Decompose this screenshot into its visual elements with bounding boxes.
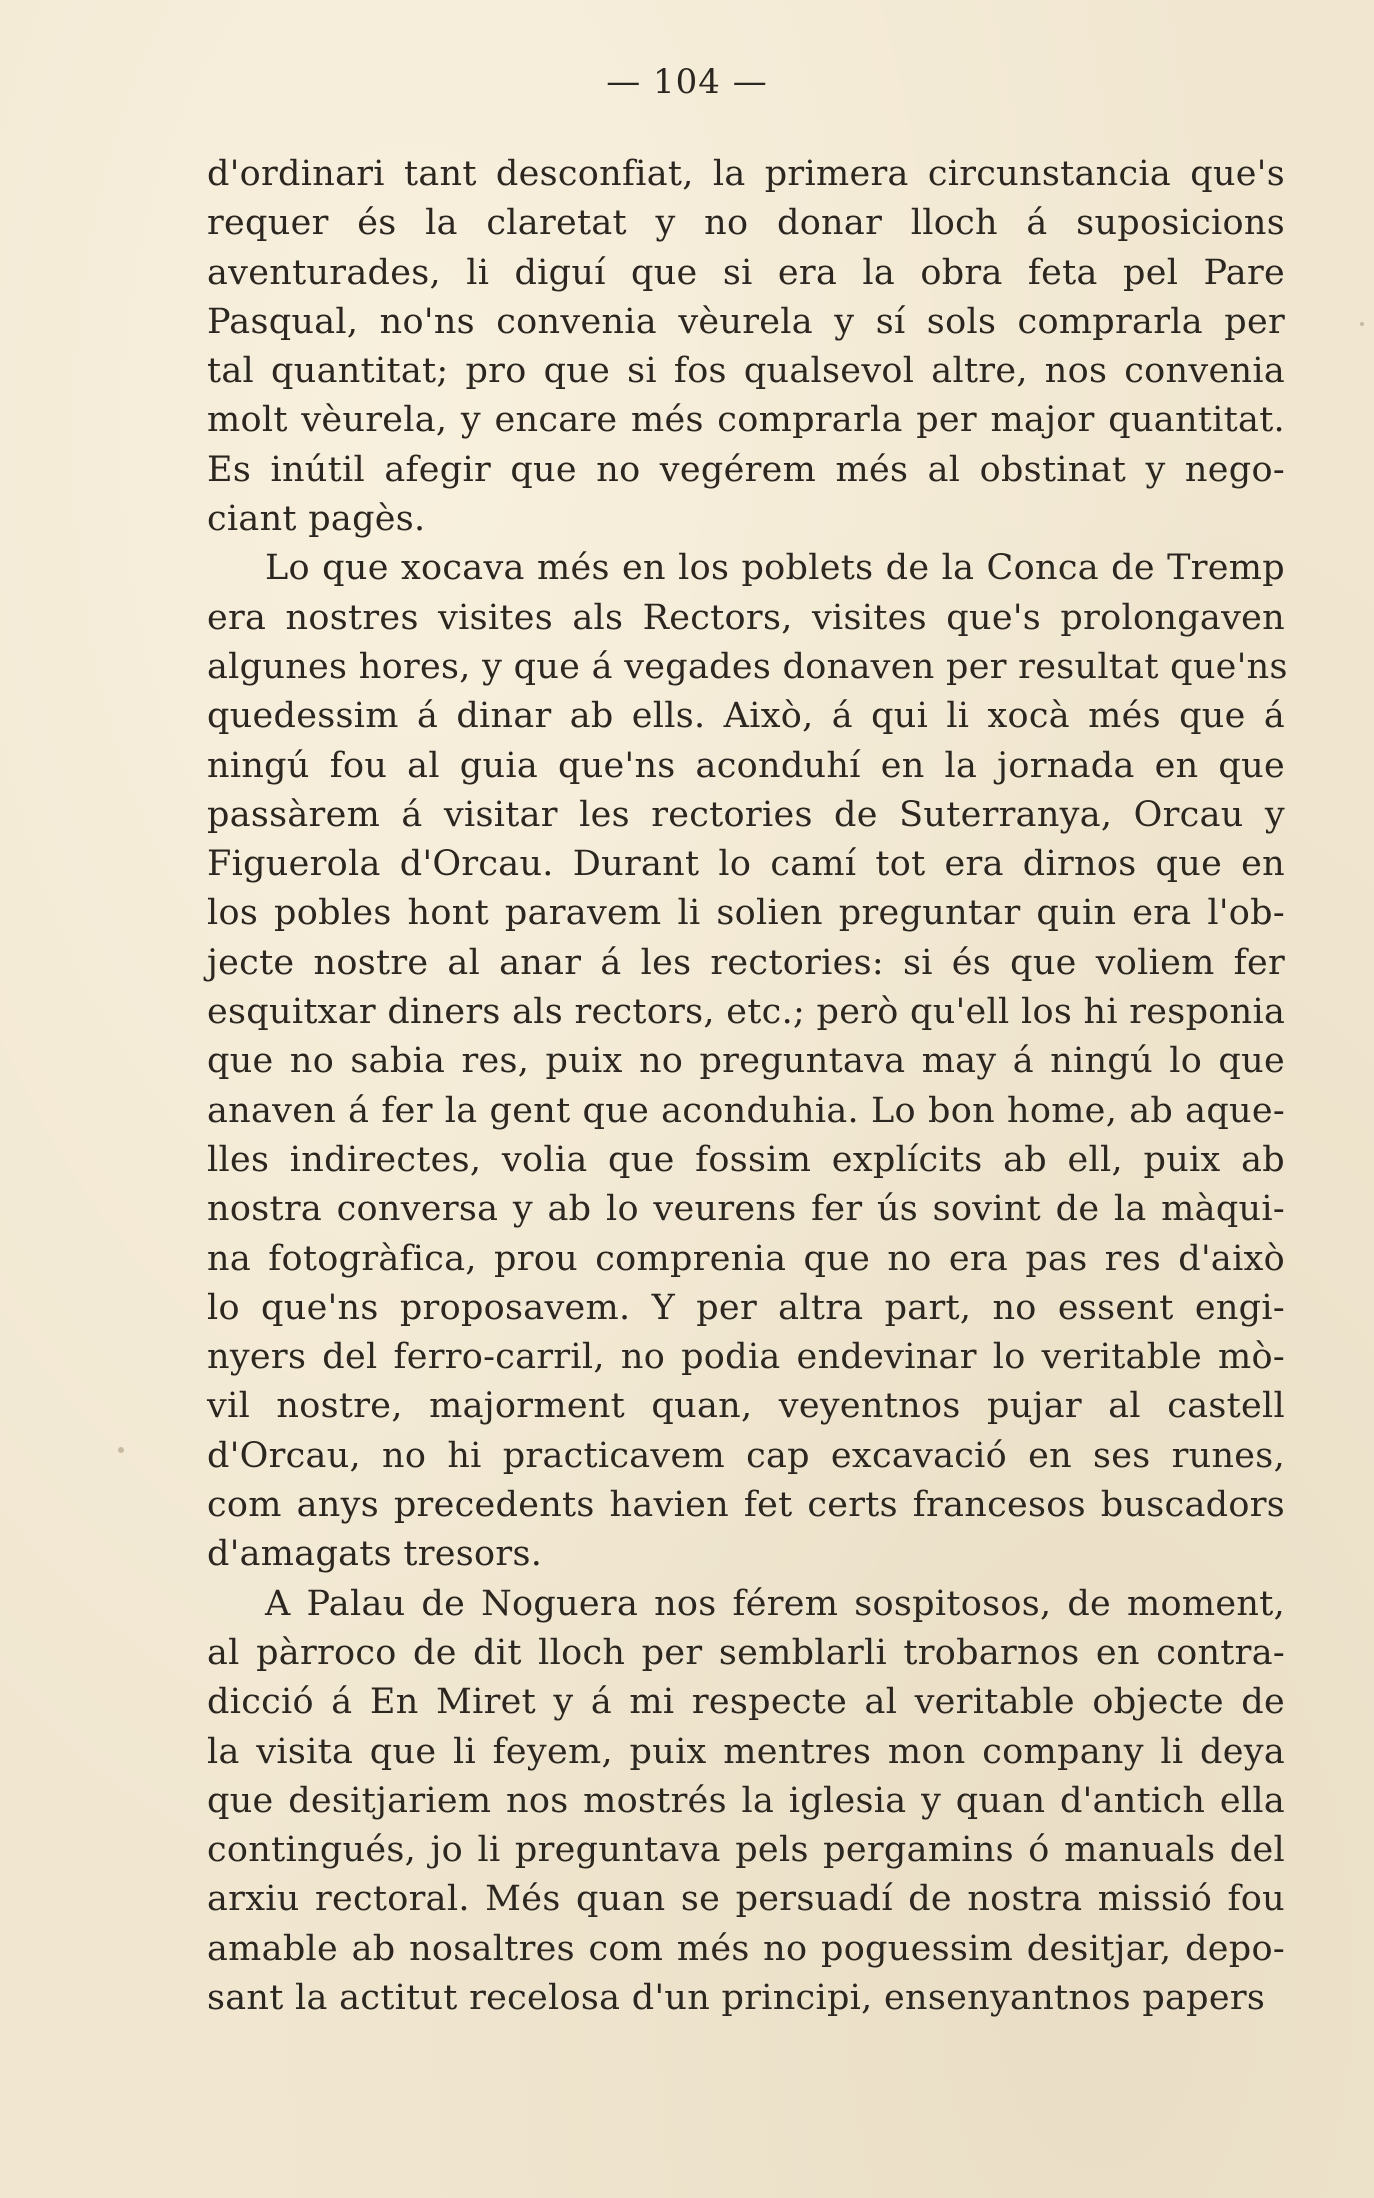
paragraphs [207,150,1288,2023]
text-line: quedessim á dinar ab ells. Això, á qui li xocà més que á [207,696,1285,737]
text-line: que no sabia res, puix no preguntava may á ningú lo que [207,1041,1285,1082]
text-line: na fotogràfica, prou comprenia que no era pas res d'això [207,1238,1285,1279]
paragraph [207,150,1285,544]
text-line: contingués, jo li preguntava pels pergamins ó manuals del [207,1830,1285,1871]
paper-stain [118,1447,124,1453]
text-line: lo que'ns proposavem. Y per altra part, no essent engi- [207,1287,1285,1328]
text-line: tal quantitat; pro que si fos qualsevol altre, nos convenia [207,351,1285,392]
text-line: la visita que li feyem, puix mentres mon company li deya [207,1731,1285,1772]
text-line: d'ordinari tant desconfiat, la primera circunstancia que's [207,154,1285,194]
text-line: Pasqual, no'ns convenia vèurela y sí sols comprarla per [207,301,1285,342]
text-line: molt vèurela, y encare més comprarla per major quantitat. [207,400,1285,441]
text-line: A Palau de Noguera nos férem sospitosos, de moment, [265,1583,1285,1624]
text-line: dicció á En Miret y á mi respecte al veritable objecte de [207,1682,1285,1723]
text-line: que desitjariem nos mostrés la iglesia y quan d'antich ella [207,1780,1285,1821]
page-number: — 104 — [606,62,768,102]
text-line: al pàrroco de dit lloch per semblarli trobarnos en contra- [207,1632,1285,1673]
text-line: los pobles hont paravem li solien preguntar quin era l'ob- [207,893,1285,934]
paper-stain [1360,322,1364,326]
text-line: passàrem á visitar les rectories de Suterranya, Orcau y [207,794,1285,835]
text-line: lles indirectes, volia que fossim explícits ab ell, puix ab [207,1139,1285,1180]
text-line: ningú fou al guia que'ns aconduhí en la jornada en que [207,745,1285,786]
text-line: jecte nostre al anar á les rectories: si és que voliem fer [207,942,1285,983]
text-line: com anys precedents havien fet certs francesos buscadors [207,1485,1285,1526]
text-line: nyers del ferro-carril, no podia endevinar lo veritable mò- [207,1337,1285,1378]
body-text [207,150,1288,2023]
text-line: algunes hores, y que á vegades donaven per resultat que'ns [207,646,1288,687]
text-line: esquitxar diners als rectors, etc.; però qu'ell los hi responia [207,992,1286,1033]
text-line: vil nostre, majorment quan, veyentnos pujar al castell [207,1386,1285,1427]
text-line: sant la actitut recelosa d'un principi, ensenyantnos papers [207,1977,1266,2018]
paragraph [207,1580,1285,2024]
paragraph [207,544,1288,1579]
text-line: d'amagats tresors. [207,1534,543,1575]
text-line: requer és la claretat y no donar lloch á suposicions [207,203,1285,244]
text-line: ciant pagès. [207,499,426,540]
text-line: era nostres visites als Rectors, visites que's prolongaven [207,597,1285,638]
text-line: amable ab nosaltres com més no poguessim desitjar, depo- [207,1928,1285,1969]
text-line: anaven á fer la gent que aconduhia. Lo bon home, ab aque- [207,1090,1285,1131]
text-line: arxiu rectoral. Més quan se persuadí de nostra missió fou [207,1879,1285,1920]
text-line: d'Orcau, no hi practicavem cap excavació en ses runes, [207,1435,1285,1476]
text-line: aventurades, li diguí que si era la obra feta pel Pare [207,252,1285,293]
text-line: Es inútil afegir que no vegérem més al obstinat y nego- [207,449,1285,490]
text-line: Lo que xocava més en los poblets de la Conca de Tremp [265,548,1285,589]
text-line: nostra conversa y ab lo veurens fer ús sovint de la màqui- [207,1189,1285,1230]
text-line: Figuerola d'Orcau. Durant lo camí tot era dirnos que en [207,844,1285,885]
